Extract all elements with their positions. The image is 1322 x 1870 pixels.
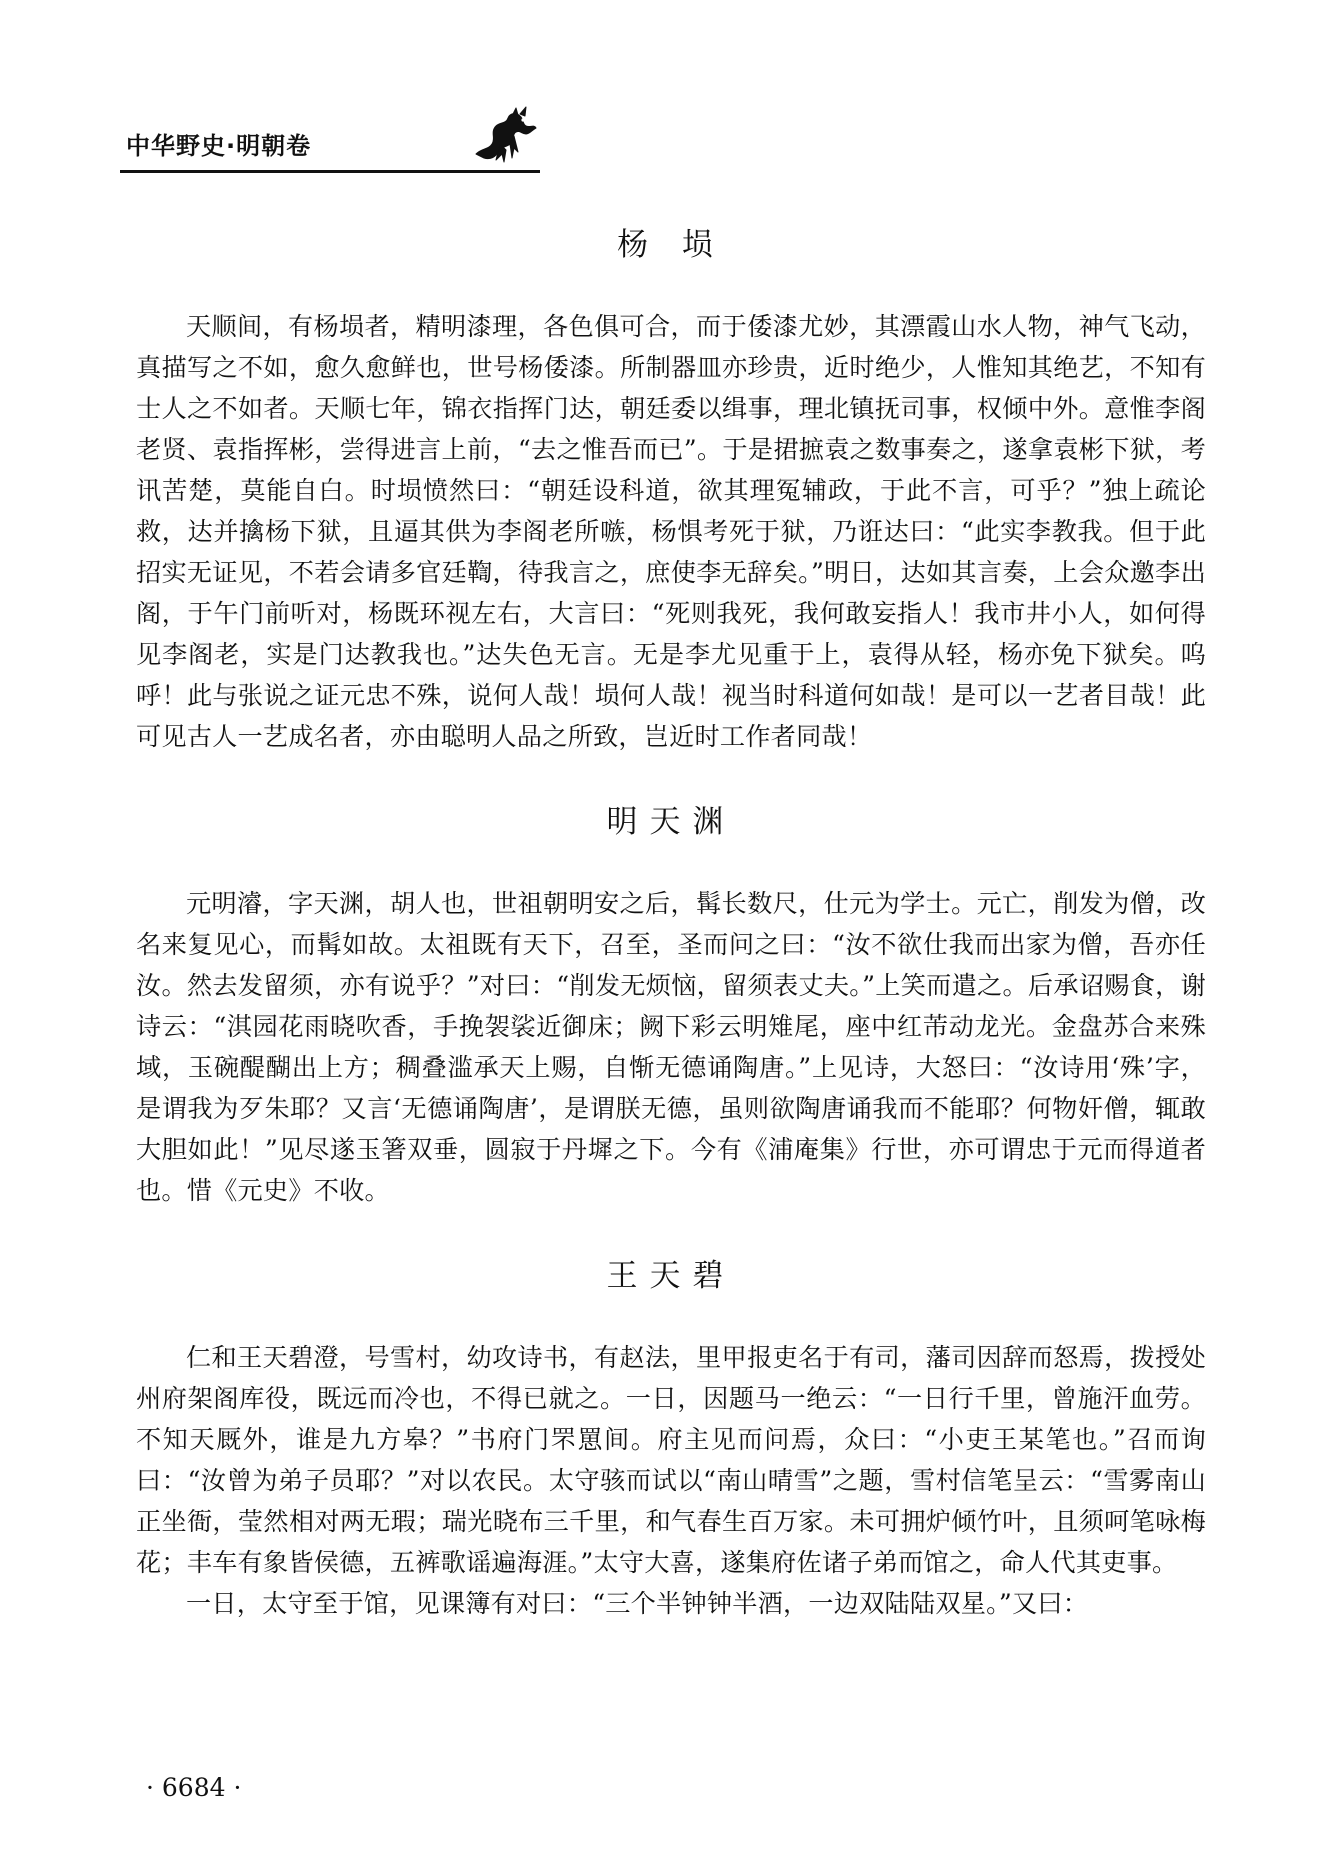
section-title: 杨 埙 xyxy=(617,227,725,263)
paragraph: 一日，太守至于馆，见课簿有对曰：“三个半钟钟半酒，一边双陆陆双星。”又曰： xyxy=(186,1589,1089,1618)
article-wang-tianbi xyxy=(136,1255,1206,1624)
paragraph: 天顺间，有杨埙者，精明漆理，各色俱可合，而于倭漆尤妙，其漂霞山水人物，神气飞动，真描写之不如，愈久愈鲜也，世号杨倭漆。所制器皿亦珍贵，近时绝少，人惟知其绝艺，不知有士人之不如者。天顺七年，锦衣指挥门达，朝廷委以缉事，理北镇抚司事，权倾中外。意惟李阁老贤、袁指挥彬，尝得进言上前，“去之惟吾而已”。于是捃摭袁之数事奏之，遂拿袁彬下狱，考讯苦楚，莫能自白。时埙愤然曰：“朝廷设科道，欲其理冤辅政，于此不言，可乎？”独上疏论救，达并擒杨下狱，且逼其供为李阁老所嗾，杨惧考死于狱，乃诳达曰：“此实李教我。但于此招实无证见，不若会请多官廷鞫，待我言之，庶使李无辞矣。”明日，达如其言奏，上会众邀李出阁，于午门前听对，杨既环视左右，大言曰：“死则我死，我何敢妄指人！我市井小人，如何得见李阁老，实是门达教我也。”达失色无言。无是李尤见重于上，袁得从轻，杨亦免下狱矣。呜呼！此与张说之证元忠不殊，说何人哉！埙何人哉！视当时科道何如哉！是可以一艺者目哉！此可见古人一艺成名者，亦由聪明人品之所致，岂近时工作者同哉！ xyxy=(136,312,1206,751)
dragon-emblem-icon xyxy=(470,104,540,164)
section-title: 明天渊 xyxy=(606,804,736,840)
article-ming-tianyuan xyxy=(136,801,1206,1211)
article-yang-xun xyxy=(136,224,1206,757)
page-body xyxy=(136,224,1206,1624)
page-number: · 6684 · xyxy=(146,1773,242,1802)
header-rule xyxy=(120,170,540,173)
paragraph: 元明濬，字天渊，胡人也，世祖朝明安之后，髯长数尺，仕元为学士。元亡，削发为僧，改名来复见心，而髯如故。太祖既有天下，召至，圣而问之曰：“汝不欲仕我而出家为僧，吾亦任汝。然去发留须，亦有说乎？”对曰：“削发无烦恼，留须表丈夫。”上笑而遣之。后承诏赐食，谢诗云：“淇园花雨晓吹香，手挽袈裟近御床；阙下彩云明雉尾，座中红芾动龙光。金盘苏合来殊域，玉碗醍醐出上方；稠叠滥承天上赐，自惭无德诵陶唐。”上见诗，大怒曰：“汝诗用‘殊’字，是谓我为歹朱耶？又言‘无德诵陶唐’，是谓朕无德，虽则欲陶唐诵我而不能耶？何物奸僧，辄敢大胆如此！”见尽遂玉箸双垂，圆寂于丹墀之下。今有《浦庵集》行世，亦可谓忠于元而得道者也。惜《元史》不收。 xyxy=(136,889,1206,1205)
running-header xyxy=(120,100,540,180)
section-title: 王天碧 xyxy=(606,1258,736,1294)
book-title: 中华野史·明朝卷 xyxy=(126,132,312,160)
paragraph: 仁和王天碧澄，号雪村，幼攻诗书，有赵法，里甲报吏名于有司，藩司因辞而怒焉，拨授处州府架阁库役，既远而冷也，不得已就之。一日，因题马一绝云：“一日行千里，曾施汗血劳。不知天厩外，谁是九方皋？”书府门罘罳间。府主见而问焉，众曰：“小吏王某笔也。”召而询曰：“汝曾为弟子员耶？”对以农民。太守骇而试以“南山晴雪”之题，雪村信笔呈云：“雪雾南山正坐衙，莹然相对两无瑕；瑞光晓布三千里，和气春生百万家。未可拥炉倾竹叶，且须呵笔咏梅花；丰车有象皆侯德，五裤歌谣遍海涯。”太守大喜，遂集府佐诸子弟而馆之，命人代其吏事。 xyxy=(136,1343,1206,1577)
